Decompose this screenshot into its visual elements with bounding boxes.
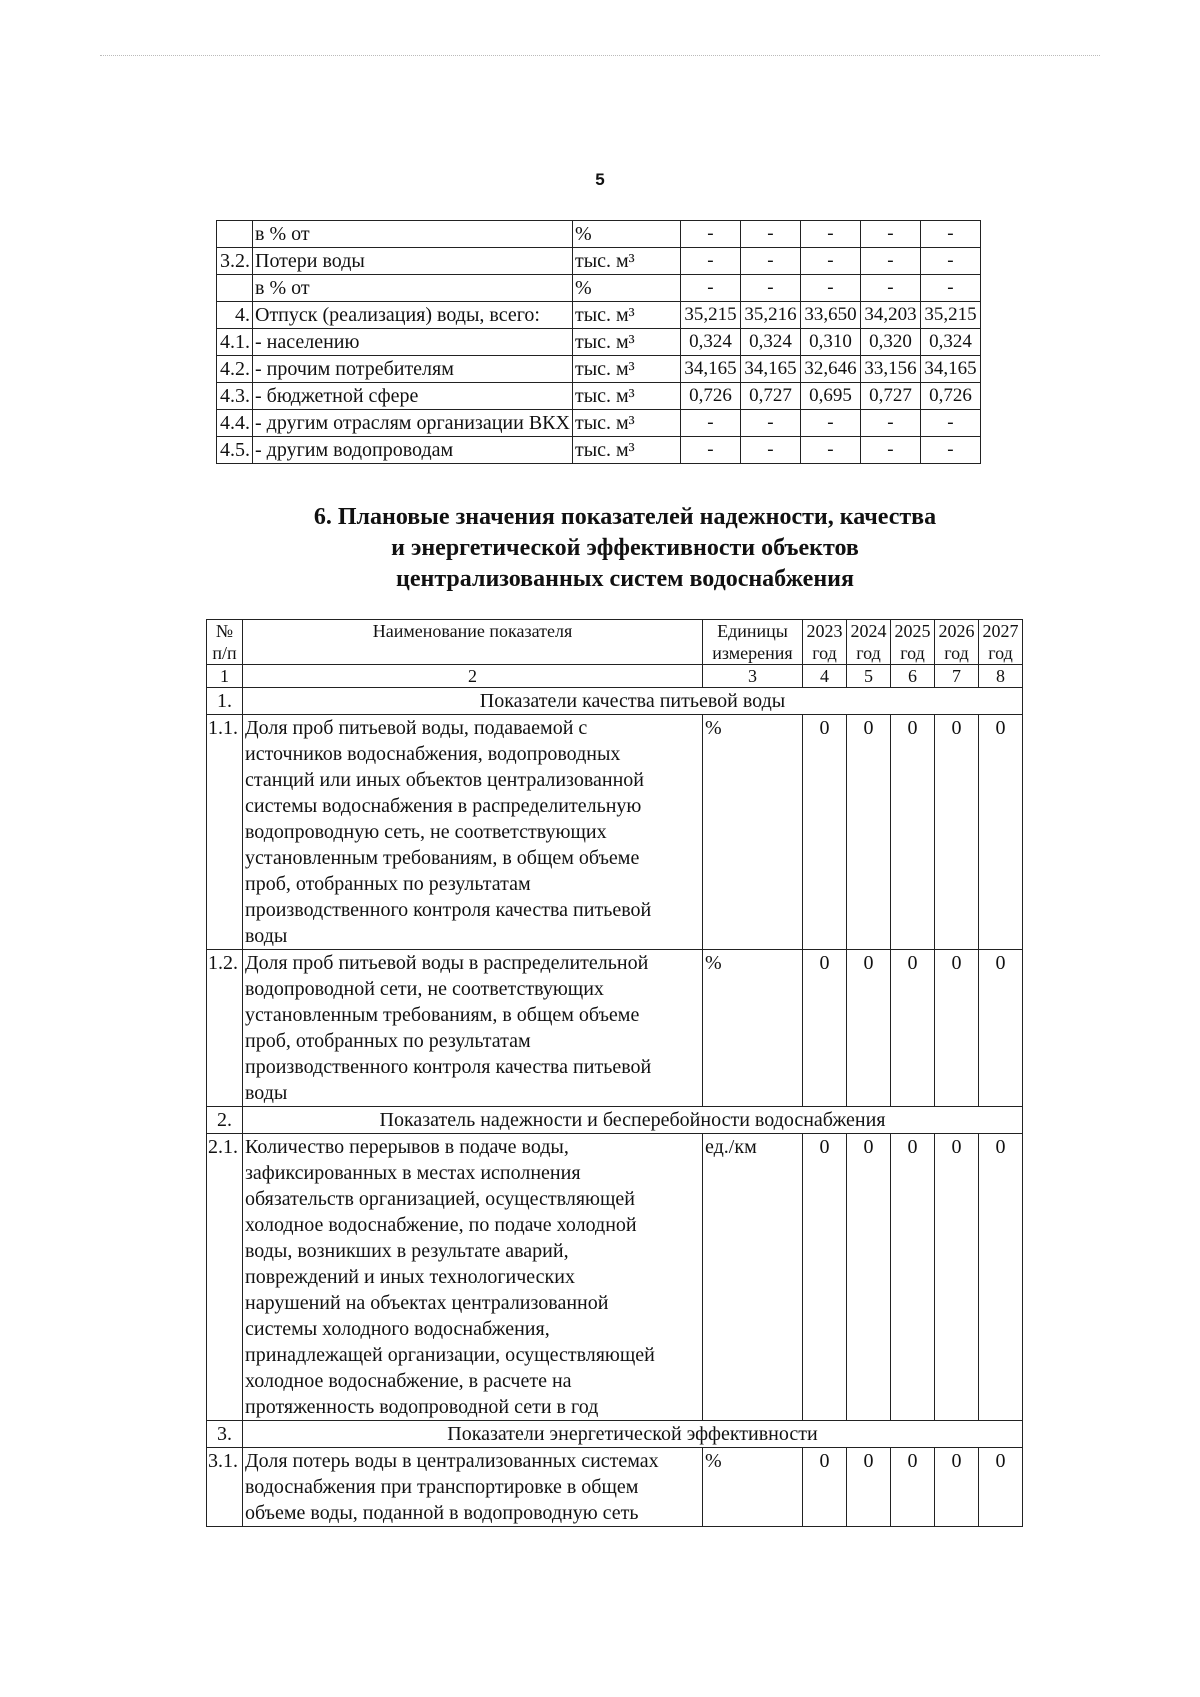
row-number: 4.4. (217, 410, 253, 437)
indicator-name (243, 950, 703, 1107)
row-value: - (800, 437, 860, 464)
header-unit: Единицы измерения (703, 620, 803, 665)
col-number: 7 (935, 665, 979, 688)
balance-row (217, 410, 981, 437)
indicator-name-line: производственного контроля качества питьевой (245, 1056, 652, 1078)
indicator-value: 0 (891, 950, 935, 1107)
indicators-header-row (207, 620, 1023, 665)
header-year-2027: 2027 год (979, 620, 1023, 665)
row-value: 0,320 (860, 329, 920, 356)
row-value: - (740, 275, 800, 302)
indicator-value: 0 (979, 1134, 1023, 1421)
row-value: 34,165 (740, 356, 800, 383)
indicator-name-line: принадлежащей организации, осуществляющей (245, 1344, 655, 1366)
row-number: 4.1. (217, 329, 253, 356)
indicator-name-line: источников водоснабжения, водопроводных (245, 743, 621, 765)
indicator-value: 0 (803, 715, 847, 950)
indicator-row (207, 950, 1023, 1107)
row-value: 35,215 (920, 302, 980, 329)
row-name: - прочим потребителям (253, 356, 573, 383)
indicator-value: 0 (803, 1134, 847, 1421)
row-number: 4.2. (217, 356, 253, 383)
row-unit: тыс. м³ (572, 356, 680, 383)
row-number (217, 275, 253, 302)
section-heading (230, 502, 1020, 595)
row-value: 33,156 (860, 356, 920, 383)
section-number: 1. (207, 688, 243, 715)
row-value: 33,650 (800, 302, 860, 329)
indicator-name-line: нарушений на объектах централизованной (245, 1292, 609, 1314)
row-unit: тыс. м³ (572, 248, 680, 275)
row-unit: тыс. м³ (572, 329, 680, 356)
indicator-name-line: Доля проб питьевой воды, подаваемой с (245, 717, 588, 739)
row-value: - (920, 275, 980, 302)
row-value: 34,165 (920, 356, 980, 383)
row-value: 32,646 (800, 356, 860, 383)
indicator-name-line: производственного контроля качества питьевой (245, 899, 652, 921)
indicator-name-line: Доля потерь воды в централизованных системах (245, 1450, 659, 1472)
section-title: Показатели качества питьевой воды (243, 688, 1023, 715)
row-value: - (680, 437, 740, 464)
row-value: 0,324 (920, 329, 980, 356)
row-value: - (740, 410, 800, 437)
row-unit: % (572, 275, 680, 302)
row-value: - (860, 275, 920, 302)
row-value: 0,310 (800, 329, 860, 356)
balance-row (217, 437, 981, 464)
section-row (207, 688, 1023, 715)
balance-row (217, 329, 981, 356)
balance-row (217, 302, 981, 329)
row-unit: % (572, 221, 680, 248)
row-name: в % от (253, 221, 573, 248)
row-value: - (680, 275, 740, 302)
indicator-unit: % (703, 950, 803, 1107)
indicator-value: 0 (979, 1448, 1023, 1527)
row-name: Отпуск (реализация) воды, всего: (253, 302, 573, 329)
col-number: 3 (703, 665, 803, 688)
row-value: - (680, 248, 740, 275)
row-value: - (860, 437, 920, 464)
indicator-number: 1.2. (207, 950, 243, 1107)
balance-row (217, 275, 981, 302)
section-number: 3. (207, 1421, 243, 1448)
row-name: - другим отраслям организации ВКХ (253, 410, 573, 437)
row-unit: тыс. м³ (572, 410, 680, 437)
indicator-number: 3.1. (207, 1448, 243, 1527)
indicator-value: 0 (979, 715, 1023, 950)
row-value: - (800, 275, 860, 302)
row-value: - (800, 410, 860, 437)
row-name: - населению (253, 329, 573, 356)
col-number: 1 (207, 665, 243, 688)
indicator-name-line: системы водоснабжения в распределительную (245, 795, 642, 817)
header-name: Наименование показателя (243, 620, 703, 665)
header-year-2025: 2025 год (891, 620, 935, 665)
row-unit: тыс. м³ (572, 302, 680, 329)
indicator-number: 1.1. (207, 715, 243, 950)
indicator-name-line: протяженность водопроводной сети в год (245, 1396, 599, 1418)
indicator-value: 0 (891, 1134, 935, 1421)
row-value: - (860, 221, 920, 248)
indicator-value: 0 (979, 950, 1023, 1107)
row-value: 0,324 (680, 329, 740, 356)
indicators-table (206, 619, 1023, 1527)
section-heading-line: и энергетической эффективности объектов (391, 535, 859, 561)
indicator-value: 0 (935, 1134, 979, 1421)
col-number: 5 (847, 665, 891, 688)
row-name: - бюджетной сфере (253, 383, 573, 410)
row-value: - (860, 410, 920, 437)
indicator-name (243, 1134, 703, 1421)
indicator-name-line: системы холодного водоснабжения, (245, 1318, 550, 1340)
indicator-name-line: объеме воды, поданной в водопроводную сеть (245, 1502, 639, 1524)
indicator-name-line: холодное водоснабжение, в расчете на (245, 1370, 572, 1392)
col-number: 4 (803, 665, 847, 688)
indicator-name-line: воды (245, 1082, 288, 1104)
section-row (207, 1421, 1023, 1448)
column-number-row (207, 665, 1023, 688)
row-name: в % от (253, 275, 573, 302)
indicator-value: 0 (891, 715, 935, 950)
indicator-value: 0 (803, 1448, 847, 1527)
balance-row (217, 383, 981, 410)
row-value: 0,695 (800, 383, 860, 410)
indicators-table-body (207, 688, 1023, 1527)
col-number: 8 (979, 665, 1023, 688)
section-heading-line: 6. Плановые значения показателей надежности, качества (313, 504, 937, 530)
indicator-value: 0 (935, 1448, 979, 1527)
indicator-name-line: повреждений и иных технологических (245, 1266, 575, 1288)
row-value: 34,165 (680, 356, 740, 383)
row-value: - (920, 248, 980, 275)
row-unit: тыс. м³ (572, 437, 680, 464)
row-value: 0,727 (860, 383, 920, 410)
indicator-name-line: зафиксированных в местах исполнения (245, 1162, 581, 1184)
header-year-2026: 2026 год (935, 620, 979, 665)
indicator-number: 2.1. (207, 1134, 243, 1421)
indicator-name-line: обязательств организацией, осуществляющей (245, 1188, 635, 1210)
row-number: 4. (217, 302, 253, 329)
indicator-value: 0 (891, 1448, 935, 1527)
row-number: 4.5. (217, 437, 253, 464)
section-title: Показатели энергетической эффективности (243, 1421, 1023, 1448)
indicator-value: 0 (847, 950, 891, 1107)
indicator-name-line: воды, возникших в результате аварий, (245, 1240, 569, 1262)
row-value: 0,726 (680, 383, 740, 410)
indicator-unit: ед./км (703, 1134, 803, 1421)
row-value: - (920, 410, 980, 437)
indicator-name-line: водопроводную сеть, не соответствующих (245, 821, 607, 843)
indicator-name-line: Количество перерывов в подаче воды, (245, 1136, 569, 1158)
balance-row (217, 221, 981, 248)
row-value: - (920, 437, 980, 464)
header-year-2024: 2024 год (847, 620, 891, 665)
indicator-value: 0 (847, 1448, 891, 1527)
indicator-name (243, 715, 703, 950)
col-number: 2 (243, 665, 703, 688)
indicator-unit: % (703, 715, 803, 950)
indicator-name-line: холодное водоснабжение, по подаче холодной (245, 1214, 637, 1236)
indicator-row (207, 715, 1023, 950)
indicator-row (207, 1448, 1023, 1527)
indicator-row (207, 1134, 1023, 1421)
row-number: 4.3. (217, 383, 253, 410)
balance-table-body (217, 221, 981, 464)
row-value: 34,203 (860, 302, 920, 329)
row-value: 35,215 (680, 302, 740, 329)
indicator-name-line: водоснабжения при транспортировке в общем (245, 1476, 639, 1498)
row-number (217, 221, 253, 248)
row-value: 0,324 (740, 329, 800, 356)
header-year-2023: 2023 год (803, 620, 847, 665)
indicator-unit: % (703, 1448, 803, 1527)
scan-dot-marks (100, 55, 1100, 58)
indicator-name-line: установленным требованиям, в общем объеме (245, 1004, 640, 1026)
indicator-value: 0 (847, 1134, 891, 1421)
row-value: - (680, 410, 740, 437)
row-value: 0,726 (920, 383, 980, 410)
row-value: - (740, 437, 800, 464)
header-num: № п/п (207, 620, 243, 665)
indicator-name-line: Доля проб питьевой воды в распределительной (245, 952, 649, 974)
row-value: 35,216 (740, 302, 800, 329)
indicator-name-line: установленным требованиям, в общем объеме (245, 847, 640, 869)
indicator-name-line: воды (245, 925, 288, 947)
indicator-name-line: станций или иных объектов централизованной (245, 769, 645, 791)
indicator-value: 0 (803, 950, 847, 1107)
row-value: 0,727 (740, 383, 800, 410)
section-heading-line: централизованных систем водоснабжения (396, 566, 854, 592)
indicator-name (243, 1448, 703, 1527)
row-value: - (920, 221, 980, 248)
water-supply-balance-table (216, 220, 981, 464)
indicator-value: 0 (847, 715, 891, 950)
indicator-value: 0 (935, 950, 979, 1107)
row-number: 3.2. (217, 248, 253, 275)
row-value: - (680, 221, 740, 248)
page-number: 5 (595, 170, 605, 189)
row-unit: тыс. м³ (572, 383, 680, 410)
section-title: Показатель надежности и бесперебойности водоснабжения (243, 1107, 1023, 1134)
row-name: Потери воды (253, 248, 573, 275)
indicator-name-line: проб, отобранных по результатам (245, 873, 531, 895)
col-number: 6 (891, 665, 935, 688)
indicator-name-line: водопроводной сети, не соответствующих (245, 978, 604, 1000)
row-value: - (740, 221, 800, 248)
section-row (207, 1107, 1023, 1134)
row-value: - (740, 248, 800, 275)
balance-row (217, 356, 981, 383)
row-value: - (800, 221, 860, 248)
row-value: - (800, 248, 860, 275)
section-number: 2. (207, 1107, 243, 1134)
row-value: - (860, 248, 920, 275)
indicator-value: 0 (935, 715, 979, 950)
row-name: - другим водопроводам (253, 437, 573, 464)
balance-row (217, 248, 981, 275)
indicator-name-line: проб, отобранных по результатам (245, 1030, 531, 1052)
